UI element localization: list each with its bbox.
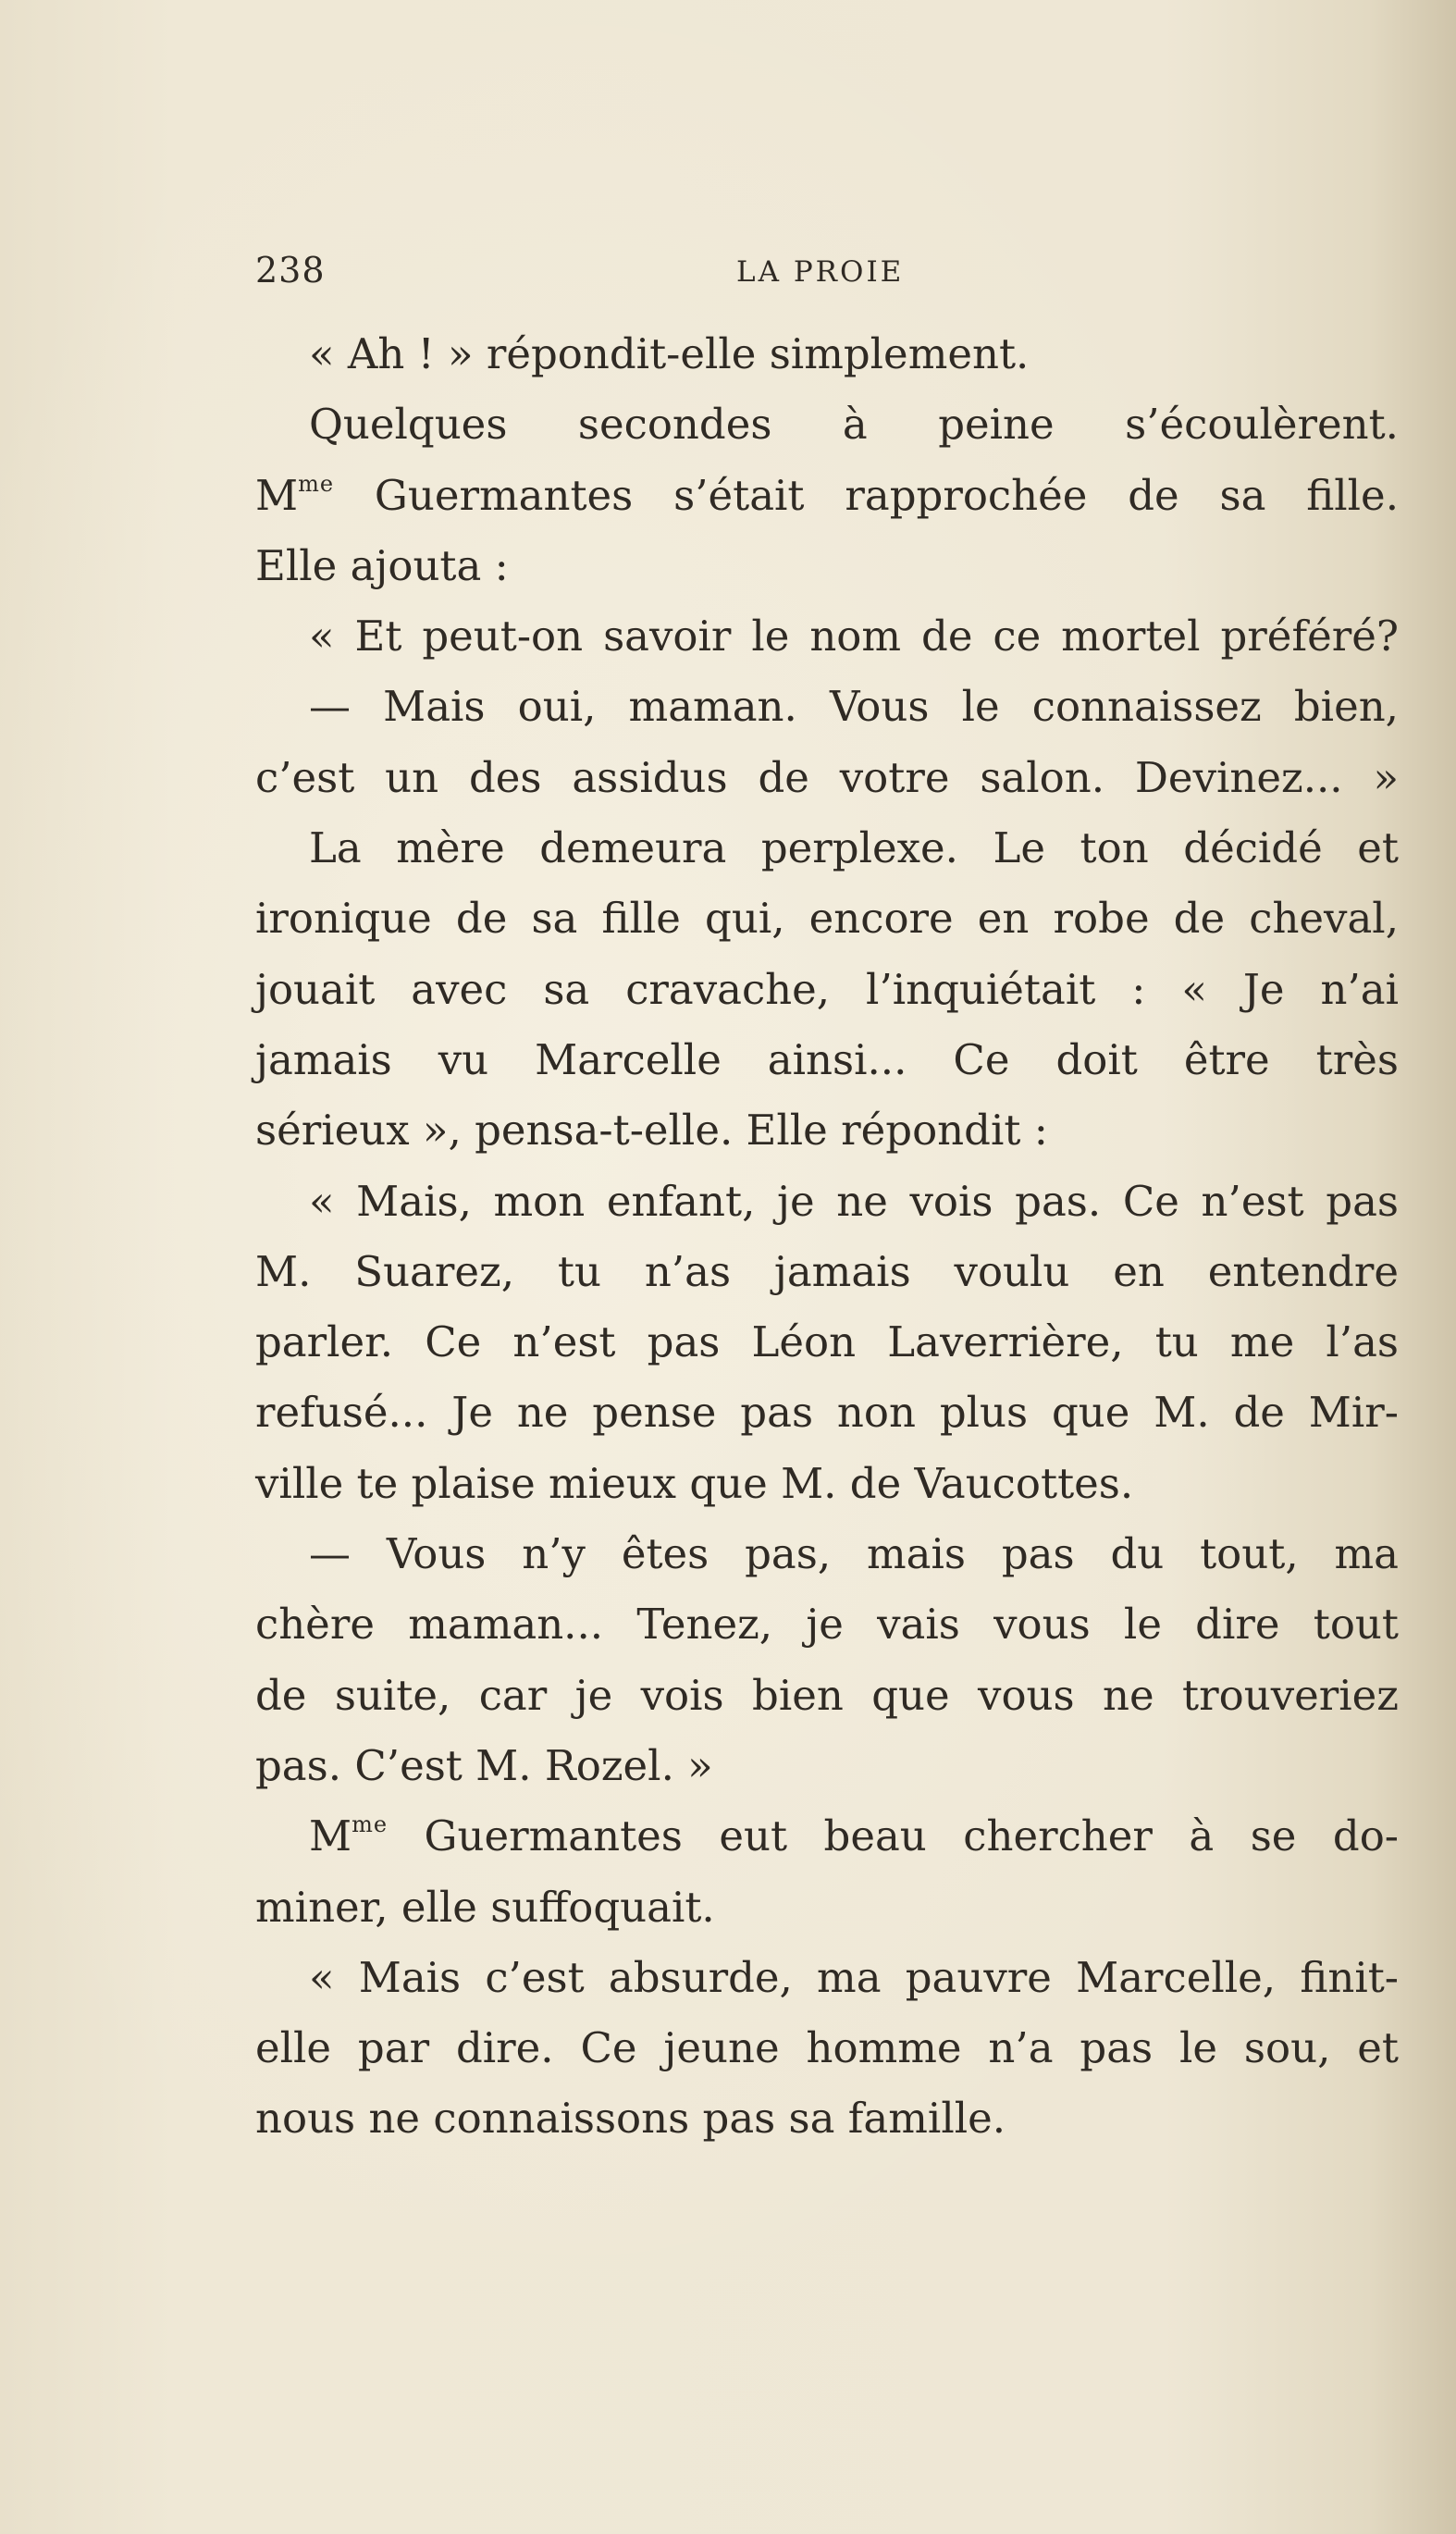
- running-title: LA PROIE: [736, 255, 905, 289]
- text-line: La mère demeura perplexe. Le ton décidé et: [309, 823, 1399, 873]
- superscript: me: [298, 470, 335, 497]
- text-fragment: Guermantes s’était rapprochée de sa fille.: [334, 470, 1399, 520]
- text-line: « Mais, mon enfant, je ne vois pas. Ce n’est pas: [309, 1176, 1399, 1226]
- text-line: de suite, car je vois bien que vous ne trouveriez: [255, 1670, 1399, 1720]
- text-line: Elle ajouta :: [255, 540, 509, 590]
- text-line: chère maman... Tenez, je vais vous le dire tout: [255, 1600, 1399, 1650]
- text-line: — Vous n’y êtes pas, mais pas du tout, ma: [309, 1529, 1399, 1579]
- text-line: elle par dire. Ce jeune homme n’a pas le sou, et: [255, 2023, 1399, 2073]
- text-line: nous ne connaissons pas sa famille.: [255, 2094, 1006, 2144]
- text-fragment: Guermantes eut beau chercher à se do-: [388, 1811, 1399, 1861]
- text-line: jouait avec sa cravache, l’inquiétait : « Je n’ai: [255, 964, 1399, 1014]
- text-fragment: M: [309, 1811, 352, 1861]
- text-line: « Et peut-on savoir le nom de ce mortel préféré?: [309, 612, 1399, 661]
- text-line: — Mais oui, maman. Vous le connaissez bien,: [309, 682, 1399, 732]
- superscript: me: [352, 1811, 389, 1838]
- text-line: [255, 1801, 1399, 1872]
- body-text: [255, 319, 1399, 2155]
- text-line: « Ah ! » répondit-elle simplement.: [309, 329, 1030, 378]
- text-line: c’est un des assidus de votre salon. Devinez... »: [255, 752, 1399, 802]
- text-line: ville te plaise mieux que M. de Vaucottes.: [255, 1458, 1134, 1508]
- text-line: M. Suarez, tu n’as jamais voulu en entendre: [255, 1246, 1399, 1296]
- text-line: sérieux », pensa-t-elle. Elle répondit :: [255, 1106, 1048, 1156]
- text-line: [255, 461, 1399, 531]
- text-line: parler. Ce n’est pas Léon Laverrière, tu me l’as: [255, 1317, 1399, 1367]
- text-line: refusé... Je ne pense pas non plus que M. de Mir-: [255, 1388, 1399, 1438]
- text-line: « Mais c’est absurde, ma pauvre Marcelle, finit-: [309, 1952, 1399, 2002]
- text-line: miner, elle suffoquait.: [255, 1882, 715, 1932]
- text-fragment: M: [255, 470, 299, 520]
- page-header: [255, 250, 1399, 305]
- page-number: 238: [255, 250, 326, 290]
- text-line: pas. C’est M. Rozel. »: [255, 1740, 713, 1790]
- text-line: jamais vu Marcelle ainsi... Ce doit être très: [255, 1034, 1399, 1084]
- text-line: Quelques secondes à peine s’écoulèrent.: [309, 400, 1399, 450]
- text-line: ironique de sa fille qui, encore en robe de cheval,: [255, 894, 1399, 944]
